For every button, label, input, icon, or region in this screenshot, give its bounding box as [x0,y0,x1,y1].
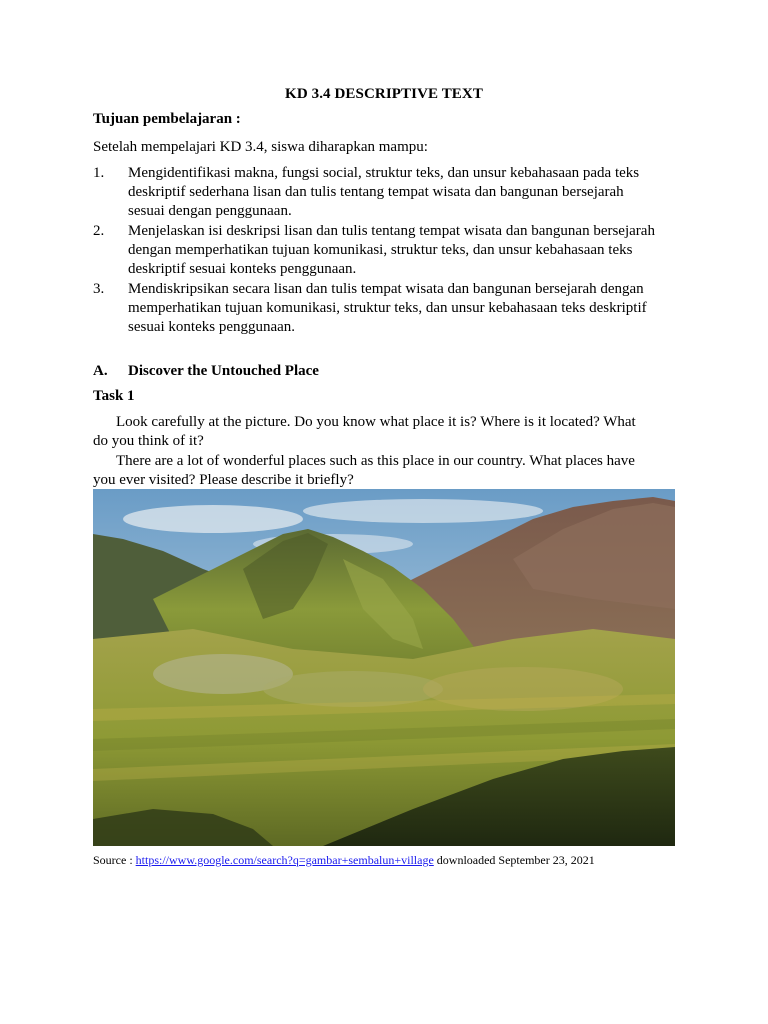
objective-number: 3. [93,281,105,297]
objective-text: sesuai dengan penggunaan. [128,203,292,219]
page-title: KD 3.4 DESCRIPTIVE TEXT [285,86,483,102]
objective-text: deskriptif sesuai konteks penggunaan. [128,261,357,277]
image-source [93,853,595,868]
task-title: Task 1 [93,388,135,404]
source-link[interactable]: https://www.google.com/search?q=gambar+sembalun+village [135,853,434,867]
objectives-heading: Tujuan pembelajaran : [93,111,241,127]
task-instruction: you ever visited? Please describe it briefly? [93,472,354,488]
objective-number: 2. [93,223,105,239]
objective-text: sesuai konteks penggunaan. [128,319,296,335]
section-letter: A. [93,363,108,379]
objective-text: deskriptif sederhana lisan dan tulis tentang tempat wisata dan bangunan bersejarah [128,184,624,200]
objective-text: memperhatikan tujuan komunikasi, struktur teks, dan unsur kebahasaan teks deskriptif [128,300,647,316]
objective-text: Mendiskripsikan secara lisan dan tulis tempat wisata dan bangunan bersejarah dengan [128,281,644,297]
section-title: Discover the Untouched Place [128,363,319,379]
objective-text: Mengidentifikasi makna, fungsi social, struktur teks, dan unsur kebahasaan pada teks [128,165,640,181]
objective-text: dengan memperhatikan tujuan komunikasi, struktur teks, dan unsur kebahasaan teks [128,242,633,258]
objective-number: 1. [93,165,105,181]
objective-text: Menjelaskan isi deskripsi lisan dan tulis tentang tempat wisata dan bangunan bersejarah [128,223,655,239]
landscape-photo [93,489,675,846]
objectives-intro: Setelah mempelajari KD 3.4, siswa diharapkan mampu: [93,139,428,155]
task-instruction: do you think of it? [93,433,204,449]
source-label: Source : [93,853,136,867]
task-instruction: Look carefully at the picture. Do you know what place it is? Where is it located? What [116,414,636,430]
source-date: downloaded September 23, 2021 [433,853,595,867]
task-instruction: There are a lot of wonderful places such as this place in our country. What places have [116,453,635,469]
